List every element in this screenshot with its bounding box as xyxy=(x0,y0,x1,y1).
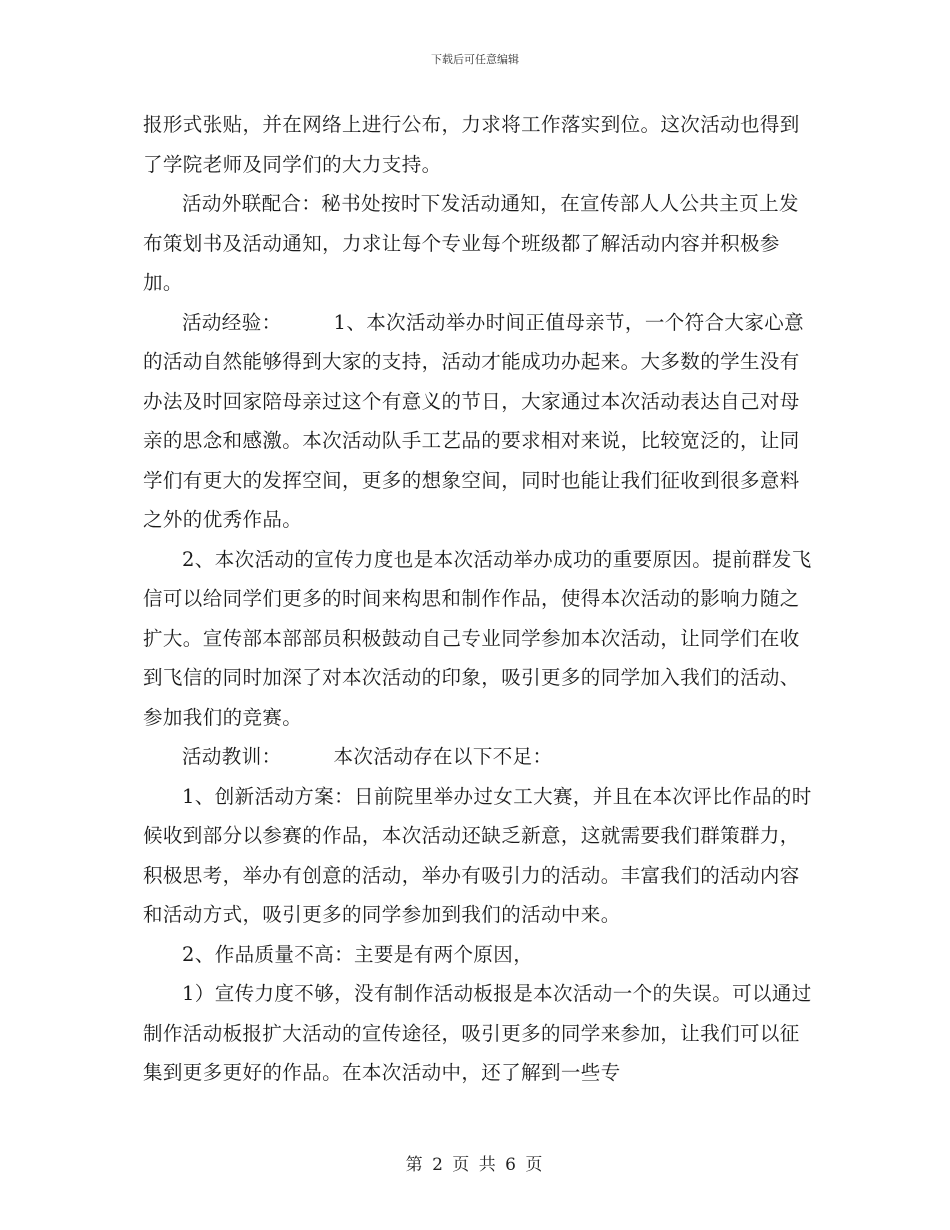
paragraph-5-label: 活动教训： xyxy=(182,745,282,768)
paragraph-3-text: 1、本次活动举办时间正值母亲节，一个符合大家心意的活动自然能够得到大家的支持，活动才能成功办起来。大多数的学生没有办法及时回家陪母亲过这个有意义的节日，大家通过本次活动表达自己对母亲的思念和感激。本次活动队手工艺品的要求相对来说，比较宽泛的，让同学们有更大的发挥空间，更多的想象空间，同时也能让我们征收到很多意料之外的优秀作品。 xyxy=(143,310,805,531)
paragraph-7: 2、作品质量不高：主要是有两个原因， xyxy=(182,942,534,966)
paragraph-4: 2、本次活动的宣传力度也是本次活动举办成功的重要原因。提前群发飞信可以给同学们更多的时间来构思和制作作品，使得本次活动的影响力随之扩大。宣传部本部部员积极鼓动自己专业同学参加本次活动，让同学们在收到飞信的同时加深了对本次活动的印象，吸引更多的同学加入我们的活动、参加我们的竞赛。 xyxy=(143,547,812,729)
paragraph-8: 1）宣传力度不够，没有制作活动板报是本次活动一个的失误。可以通过制作活动板报扩大活动的宣传途径，吸引更多的同学来参加，让我们可以征集到更多更好的作品。在本次活动中，还了解到一些专 xyxy=(143,982,812,1084)
paragraph-2: 活动外联配合：秘书处按时下发活动通知，在宣传部人人公共主页上发布策划书及活动通知，力求让每个专业每个班级都了解活动内容并积极参加。 xyxy=(143,192,799,294)
paragraph-6: 1、创新活动方案：日前院里举办过女工大赛，并且在本次评比作品的时候收到部分以参赛的作品，本次活动还缺乏新意，这就需要我们群策群力，积极思考，举办有创意的活动，举办有吸引力的活动。丰富我们的活动内容和活动方式，吸引更多的同学参加到我们的活动中来。 xyxy=(143,784,812,926)
paragraph-5 xyxy=(143,737,813,777)
paragraph-3 xyxy=(143,303,813,540)
page-footer: 第 2 页 共 6 页 xyxy=(405,1155,545,1175)
paragraph-3-label: 活动经验： xyxy=(182,310,282,334)
page-header: 下载后可任意编辑 xyxy=(431,53,519,66)
document-body xyxy=(143,105,813,1093)
paragraph-5-text: 本次活动存在以下不足： xyxy=(333,745,553,768)
paragraph-1: 报形式张贴，并在网络上进行公布，力求将工作落实到位。这次活动也得到了学院老师及同学们的大力支持。 xyxy=(143,113,800,176)
